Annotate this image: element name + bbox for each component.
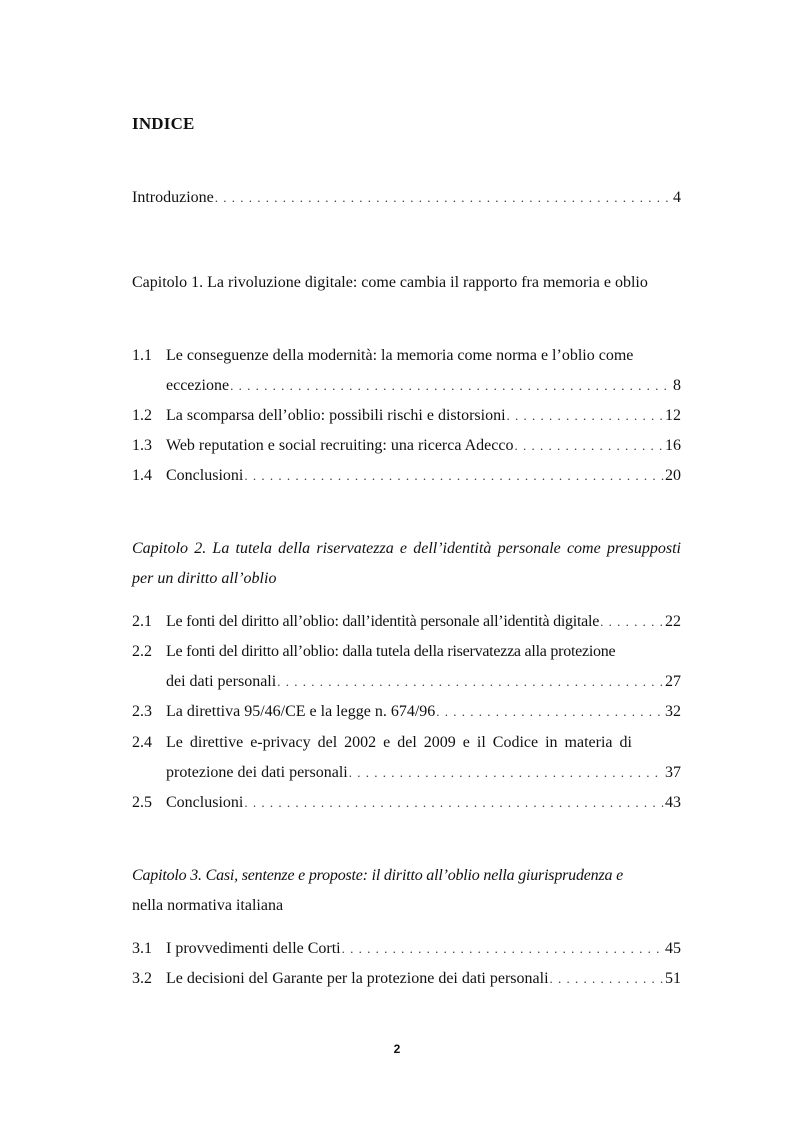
- section-title: Le fonti del diritto all’oblio: dall’identità personale all’identità digitale: [166, 613, 600, 630]
- toc-page-number: 8: [673, 377, 681, 394]
- section-number: 1.2: [132, 407, 152, 424]
- chapter-1-heading[interactable]: Capitolo 1. La rivoluzione digitale: come cambia il rapporto fra memoria e oblio: [132, 274, 648, 291]
- toc-entry-introduzione[interactable]: [132, 188, 681, 208]
- toc-entry-2-2-cont[interactable]: [166, 672, 681, 692]
- page-title: INDICE: [132, 114, 195, 133]
- toc-entry-2-5[interactable]: [132, 793, 681, 813]
- toc-entry-2-3[interactable]: [132, 702, 681, 722]
- section-title: La direttiva 95/46/CE e la legge n. 674/96: [166, 703, 436, 720]
- section-title: Le decisioni del Garante per la protezione dei dati personali: [166, 970, 549, 987]
- toc-entry-1-1-cont[interactable]: [166, 376, 681, 396]
- dot-leader: [550, 969, 664, 989]
- toc-entry-1-3[interactable]: [132, 436, 681, 456]
- section-title-line1: Le direttive e-privacy del 2002 e del 2009 e il Codice in materia di: [166, 734, 632, 751]
- toc-entry-2-4-cont[interactable]: [166, 763, 681, 783]
- dot-leader: [215, 188, 672, 208]
- section-number: 2.1: [132, 613, 152, 630]
- toc-page-number: 22: [665, 613, 681, 630]
- section-number: 1.4: [132, 467, 152, 484]
- toc-entry-label: Introduzione: [132, 189, 214, 206]
- toc-entry-2-4[interactable]: [132, 733, 681, 753]
- toc-page-number: 27: [665, 673, 681, 690]
- toc-entry-1-1[interactable]: [132, 346, 681, 366]
- section-title-line2: dei dati personali: [166, 673, 277, 690]
- toc-entry-3-1[interactable]: [132, 939, 681, 959]
- chapter-3-heading-rest: nella normativa italiana: [132, 897, 284, 914]
- section-title: La scomparsa dell’oblio: possibili rischi e distorsioni: [166, 407, 506, 424]
- dot-leader: [277, 672, 664, 692]
- toc-entry-1-4[interactable]: [132, 466, 681, 486]
- toc-page-number: 16: [665, 437, 681, 454]
- toc-page-number: 51: [665, 970, 681, 987]
- section-number: 2.2: [132, 643, 152, 660]
- section-number: 2.3: [132, 703, 152, 720]
- toc-entry-1-2[interactable]: [132, 406, 681, 426]
- section-title-line2: eccezione: [166, 377, 230, 394]
- toc-page-number: 20: [665, 467, 681, 484]
- section-title-line2: protezione dei dati personali: [166, 764, 348, 781]
- dot-leader: [349, 763, 664, 783]
- dot-leader: [244, 793, 664, 813]
- toc-entry-3-2[interactable]: [132, 969, 681, 989]
- toc-page-number: 45: [665, 940, 681, 957]
- toc-page-number: 32: [665, 703, 681, 720]
- toc-page-number: 12: [665, 407, 681, 424]
- toc-page-number: 37: [665, 764, 681, 781]
- toc-entry-2-1[interactable]: [132, 612, 681, 632]
- toc-page-number: 43: [665, 794, 681, 811]
- dot-leader: [514, 436, 664, 456]
- dot-leader: [507, 406, 664, 426]
- dot-leader: [244, 466, 664, 486]
- section-title: Conclusioni: [166, 467, 244, 484]
- chapter-3-heading-italic: Capitolo 3. Casi, sentenze e proposte: il diritto all’oblio nella giurisprudenza e: [132, 867, 623, 884]
- dot-leader: [436, 702, 664, 722]
- section-number: 1.3: [132, 437, 152, 454]
- section-number: 2.5: [132, 794, 152, 811]
- toc-page-number: 4: [673, 189, 681, 206]
- section-number: 2.4: [132, 734, 152, 751]
- dot-leader: [230, 376, 672, 396]
- dot-leader: [342, 939, 664, 959]
- section-number: 3.1: [132, 940, 152, 957]
- page-number-footer: 2: [393, 1042, 401, 1056]
- section-title-line1: Le conseguenze della modernità: la memoria come norma e l’oblio come: [166, 347, 634, 364]
- section-title: I provvedimenti delle Corti: [166, 940, 341, 957]
- dot-leader: [600, 612, 664, 632]
- chapter-2-heading[interactable]: Capitolo 2. La tutela della riservatezza e dell’identità personale come presupposti per un diritto all’oblio: [132, 540, 681, 587]
- toc-entry-2-2[interactable]: [132, 642, 681, 662]
- section-title-line1: Le fonti del diritto all’oblio: dalla tutela della riservatezza alla protezione: [166, 643, 616, 660]
- section-title: Conclusioni: [166, 794, 244, 811]
- section-title: Web reputation e social recruiting: una ricerca Adecco: [166, 437, 514, 454]
- section-number: 3.2: [132, 970, 152, 987]
- chapter-3-heading[interactable]: [132, 861, 681, 921]
- section-number: 1.1: [132, 347, 152, 364]
